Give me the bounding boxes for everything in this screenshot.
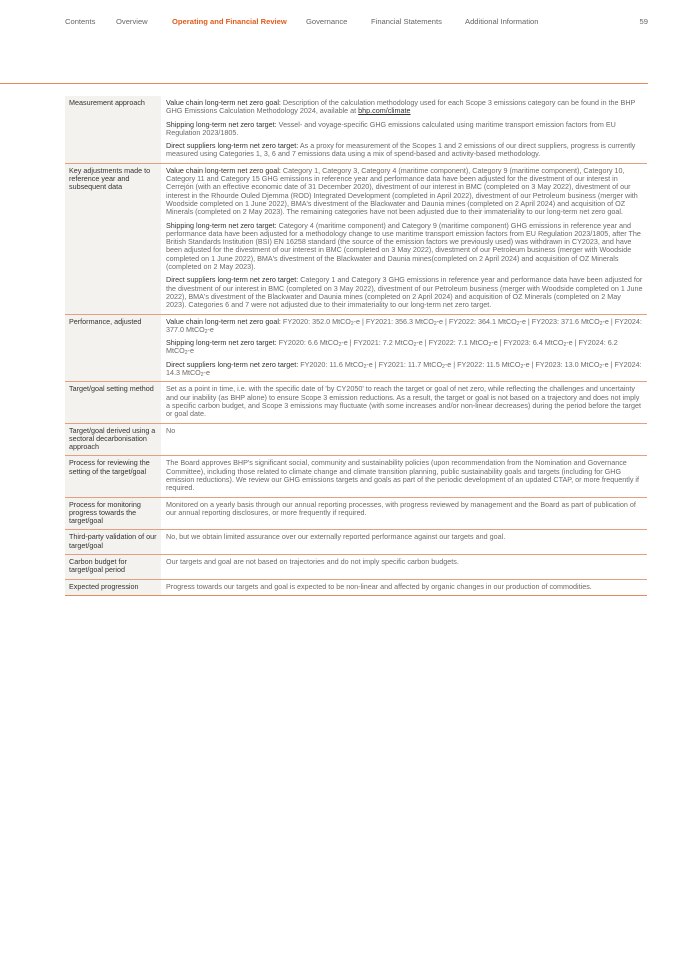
table-row-expected-progression [65, 579, 647, 595]
row-label: Target/goal setting method [65, 382, 161, 422]
row-label: Carbon budget for target/goal period [65, 555, 161, 579]
table-row-measurement-approach [65, 96, 647, 163]
row-paragraph [166, 99, 643, 116]
table-row-process-for-reviewing-the-setting-of-the-target-goal [65, 455, 647, 496]
row-content [161, 424, 647, 456]
climate-link[interactable]: bhp.com/climate [358, 106, 411, 116]
paragraph-text: FY2020: 6.6 MtCO$_2$-e | FY2021: 7.2 MtCO$_2$-e | FY2022: 7.1 MtCO$_2$-e | FY2023: 6.4 MtCO$_2$-e | FY2024: 6.2 MtCO$_2$-e [166, 338, 618, 357]
row-paragraph [166, 339, 643, 356]
paragraph-text: As a proxy for measurement of the Scopes 1 and 2 emissions of our direct suppliers, progress is currently measured using Categories 1, 3, 6 and 7 emissions data using a mix of spend-based and activity-based methodology. [166, 141, 636, 159]
row-content [161, 164, 647, 314]
row-content [161, 382, 647, 422]
table-row-target-goal-derived-using-a-sectoral-decarbonisation-approach [65, 423, 647, 456]
paragraph-lead: Shipping long-term net zero target: [166, 338, 277, 348]
row-content [161, 456, 647, 496]
paragraph-lead: Shipping long-term net zero target: [166, 220, 277, 230]
paragraph-text: Description of the calculation methodology used for each Scope 3 emissions category can be found in the BHP GHG Emissions Calculation Methodology 2024, available at [166, 98, 636, 116]
row-paragraph [166, 459, 643, 492]
row-content [161, 315, 647, 382]
paragraph-text: Monitored on a yearly basis through our annual reporting processes, with progress reviewed by management and the Board as part of publication of our annual reporting disclosures, or more frequently if required. [166, 499, 636, 517]
row-paragraph [166, 558, 643, 566]
table-row-performance-adjusted [65, 314, 647, 382]
paragraph-lead: Direct suppliers long-term net zero target: [166, 141, 299, 151]
paragraph-text: Our targets and goal are not based on trajectories and do not imply specific carbon budgets. [166, 557, 459, 567]
row-paragraph [166, 121, 643, 138]
nav-operating-financial-review[interactable]: Operating and Financial Review [172, 17, 287, 26]
top-navigation [65, 17, 648, 29]
paragraph-text: Category 1 and Category 3 GHG emissions in reference year and performance data have been adjusted for the divestment of our interest in BMC (completed on 3 May 2022), divestment of our Petroleum business (merger with Woodside completed on 1 June 2022), BMA's divestment of the Blackwater and Daunia mines (completed on 2 April 2024) and acquisition of OZ Minerals (completed on 2 May 2023). Categories 6 and 7 were not adjusted due to their immateriality to our long-term net zero target. [166, 275, 643, 310]
paragraph-lead: Value chain long-term net zero goal: [166, 316, 281, 326]
paragraph-lead: Shipping long-term net zero target: [166, 119, 277, 129]
table-row-process-for-monitoring-progress-towards-the-target-goal [65, 497, 647, 530]
row-paragraph [166, 276, 643, 309]
paragraph-text: Vessel- and voyage-specific GHG emissions calculated using maritime transport emission factors from EU Regulation 2023/1805. [166, 119, 616, 137]
row-paragraph [166, 533, 643, 541]
row-content [161, 96, 647, 163]
table-row-key-adjustments-made-to-reference-year-and-subsequent-data [65, 163, 647, 314]
nav-contents[interactable]: Contents [65, 17, 96, 26]
header-divider [0, 83, 648, 84]
row-label: Measurement approach [65, 96, 161, 163]
paragraph-text: Category 1, Category 3, Category 4 (maritime component), Category 9 (maritime component), Category 10, Category 11 and Category 15 GHG emissions in reference year and performance data have been adjusted for the divestment of our interest in Cerrejón (with an effective economic date of 31 December 2020), divestment of our interest in BMC (completed on 3 May 2022), divestment of our interest in the Rhourde Ouled Djemma (ROD) Integrated Development (completed in April 2022), divestment of our Petroleum business (merger with Woodside completed on 1 June 2022), BMA's divestment of the Blackwater and Daunia mines (completed on 2 April 2024) and acquisition of OZ Minerals (completed on 2 May 2023). The remaining categories have not been adjusted due to their immateriality to our long-term net zero goal. [166, 165, 638, 217]
paragraph-text: Category 4 (maritime component) and Category 9 (maritime component) GHG emissions in reference year and performance data have been adjusted for a methodology change to use maritime transport emission factors from EU Regulation 2023/1805, after The British Standards Institution (BSI) EN 16258 standard (the source of the emission factors we previously used) was withdrawn in CY2023, and have been adjusted for the divestment of our interest in BMC (completed on 3 May 2022), divestment of our Petroleum business (merger with Woodside completed on 1 June 2022), BMA's divestment of the Blackwater and Daunia mines(completed on 2 April 2024) and acquisition of OZ Minerals (completed on 2 May 2023). [166, 220, 641, 272]
nav-overview[interactable]: Overview [116, 17, 148, 26]
nav-additional-information[interactable]: Additional Information [465, 17, 539, 26]
row-label: Third-party validation of our target/goal [65, 530, 161, 554]
row-paragraph [166, 167, 643, 217]
table-row-carbon-budget-for-target-goal-period [65, 554, 647, 579]
page-number: 59 [639, 17, 648, 26]
targets-table [65, 96, 647, 596]
paragraph-lead: Value chain long-term net zero goal: [166, 98, 281, 107]
row-paragraph [166, 427, 643, 435]
row-paragraph [166, 583, 643, 591]
row-paragraph [166, 318, 643, 335]
paragraph-text: The Board approves BHP's significant social, community and sustainability policies (upon recommendation from the Nomination and Governance Committee), including those related to climate change and climate transition planning, public sustainability goals and targets (including for GHG emission reductions). We review our GHG emissions targets and goals as part of the periodic development of an updated CTAP, or more frequently if required. [166, 458, 640, 493]
paragraph-text: No, but we obtain limited assurance over our externally reported performance against our targets and goal. [166, 532, 506, 542]
paragraph-lead: Direct suppliers long-term net zero target: [166, 359, 299, 369]
row-paragraph [166, 142, 643, 159]
paragraph-text: No [166, 425, 176, 435]
row-label: Process for reviewing the setting of the target/goal [65, 456, 161, 496]
paragraph-lead: Value chain long-term net zero goal: [166, 165, 281, 175]
row-label: Key adjustments made to reference year and subsequent data [65, 164, 161, 314]
row-label: Target/goal derived using a sectoral decarbonisation approach [65, 424, 161, 456]
row-content [161, 580, 647, 595]
paragraph-text: Progress towards our targets and goal is expected to be non-linear and affected by organic changes in our production of commodities. [166, 581, 592, 591]
row-content [161, 498, 647, 530]
nav-governance[interactable]: Governance [306, 17, 348, 26]
row-paragraph [166, 385, 643, 418]
paragraph-lead: Direct suppliers long-term net zero target: [166, 275, 299, 285]
paragraph-text: FY2020: 352.0 MtCO$_2$-e | FY2021: 356.3 MtCO$_2$-e | FY2022: 364.1 MtCO$_2$-e | FY2023: 371.6 MtCO$_2$-e | FY2024: 377.0 MtCO$_2$-e [166, 316, 642, 335]
row-content [161, 530, 647, 554]
row-content [161, 555, 647, 579]
row-label: Process for monitoring progress towards the target/goal [65, 498, 161, 530]
row-paragraph [166, 361, 643, 378]
paragraph-text: FY2020: 11.6 MtCO$_2$-e | FY2021: 11.7 MtCO$_2$-e | FY2022: 11.5 MtCO$_2$-e | FY2023: 13.0 MtCO$_2$-e | FY2024: 14.3 MtCO$_2$-e [166, 359, 642, 379]
paragraph-text: Set as a point in time, i.e. with the specific date of 'by CY2050' to reach the target or goal of net zero, while reflecting the challenges and uncertainty and our inability (as BHP alone) to ensure Scope 3 emission reductions. As a result, the target or goal is not based on a trajectory and does not imply a specific carbon budget, and Scope 3 emissions may fluctuate (with some increases and/or non-linear decreases) during the period before the target or goal date. [166, 384, 642, 419]
row-label: Expected progression [65, 580, 161, 595]
row-paragraph [166, 501, 643, 518]
row-label: Performance, adjusted [65, 315, 161, 382]
table-row-target-goal-setting-method [65, 381, 647, 422]
table-row-third-party-validation-of-our-target-goal [65, 529, 647, 554]
nav-financial-statements[interactable]: Financial Statements [371, 17, 442, 26]
row-paragraph [166, 222, 643, 272]
